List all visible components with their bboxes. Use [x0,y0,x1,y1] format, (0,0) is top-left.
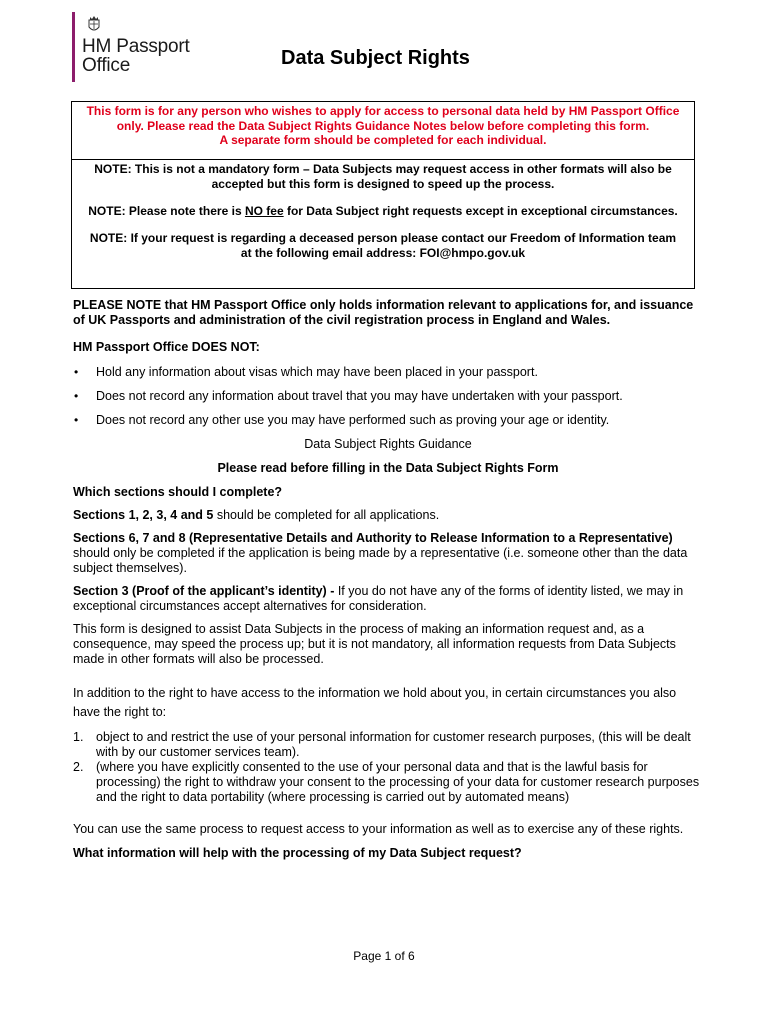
rights-list [73,730,703,805]
list-item [73,365,703,380]
page-number: Page 1 of 6 [353,949,415,963]
notice-notes [72,160,694,288]
logo-accent-bar [72,12,75,82]
section-3-paragraph [73,584,703,614]
list-item [73,730,703,760]
sections-1-5-text: should be completed for all applications. [213,508,440,522]
bullet-icon: • [74,389,79,403]
notice-warning-line-2: A separate form should be completed for each individual. [219,133,547,147]
bullet-icon: • [74,365,79,379]
list-item-text: object to and restrict the use of your personal information for customer research purposes, (this will be dealt with by our customer services team). [96,730,691,759]
main-content [73,298,703,861]
list-number: 2. [73,760,84,774]
does-not-heading: HM Passport Office DOES NOT: [73,340,260,354]
notice-box [71,101,695,289]
section-3-text: If you do not have any of the forms of identity listed, we may in exceptional circumstances accept alternatives for consideration. [73,584,684,613]
list-number: 1. [73,730,84,744]
sections-1-5-paragraph [73,508,703,523]
logo-line-2: Office [82,55,131,76]
note-no-fee [84,204,682,219]
list-item-text: Does not record any other use you may have performed such as proving your age or identity. [96,413,610,427]
note-not-mandatory: NOTE: This is not a mandatory form – Data Subjects may request access in other formats will also be accepted but this form is designed to speed up the process. [94,162,672,191]
bullet-icon: • [74,413,79,427]
list-item-text: (where you have explicitly consented to the use of your personal data and that is the lawful basis for processing) the right to withdraw your consent to the processing of your data for customer research purposes and the right to data portability (where processing is carried out by automated means) [96,760,700,804]
same-process-paragraph: You can use the same process to request access to your information as well as to exercise any of these rights. [73,822,684,836]
logo-text [82,37,190,75]
list-item [73,760,703,805]
sections-1-5-label: Sections 1, 2, 3, 4 and 5 [73,508,214,522]
please-note-paragraph: PLEASE NOTE that HM Passport Office only holds information relevant to applications for, and issuance of UK Passports and administration of the civil registration process in England and Wales. [73,298,694,327]
list-item [73,413,703,428]
guidance-subtitle: Please read before filling in the Data Subject Rights Form [217,461,559,475]
notice-warning-line-1: This form is for any person who wishes to apply for access to personal data held by HM Passport Office only. Please read the Data Subject Rights Guidance Notes below before completing this form. [86,104,680,133]
form-designed-paragraph: This form is designed to assist Data Subjects in the process of making an information request and, as a consequence, may speed the process up; but it is not mandatory, all information requests from Data Subjects made in other formats will also be processed. [73,622,676,666]
notice-warning [72,102,694,160]
page-title: Data Subject Rights [281,47,470,69]
list-item-text: Does not record any information about travel that you may have undertaken with your passport. [96,389,623,403]
in-addition-paragraph: In addition to the right to have access to the information we hold about you, in certain circumstances you also have the right to: [73,686,677,719]
does-not-list [73,365,703,428]
sections-6-8-label: Sections 6, 7 and 8 (Representative Details and Authority to Release Information to a Representative) [73,531,673,545]
note-deceased: NOTE: If your request is regarding a deceased person please contact our Freedom of Information team at the following email address: FOI@hmpo.gov.uk [89,231,677,260]
sections-6-8-text: should only be completed if the application is being made by a representative (i.e. someone other than the data subject themselves). [73,546,688,575]
royal-crest-icon [86,14,102,34]
guidance-title: Data Subject Rights Guidance [304,437,472,451]
list-item [73,389,703,404]
note-no-fee-suffix: for Data Subject right requests except in exceptional circumstances. [283,204,678,218]
list-item-text: Hold any information about visas which may have been placed in your passport. [96,365,538,379]
logo-line-1: HM Passport [82,36,190,57]
what-info-heading: What information will help with the processing of my Data Subject request? [73,846,522,860]
note-no-fee-prefix: NOTE: Please note there is [88,204,245,218]
sections-6-8-paragraph [73,531,703,576]
section-3-label: Section 3 (Proof of the applicant’s identity) - [73,584,335,598]
note-no-fee-emphasis: NO fee [244,204,284,218]
which-sections-heading: Which sections should I complete? [73,485,283,499]
hmpo-logo [72,12,202,84]
